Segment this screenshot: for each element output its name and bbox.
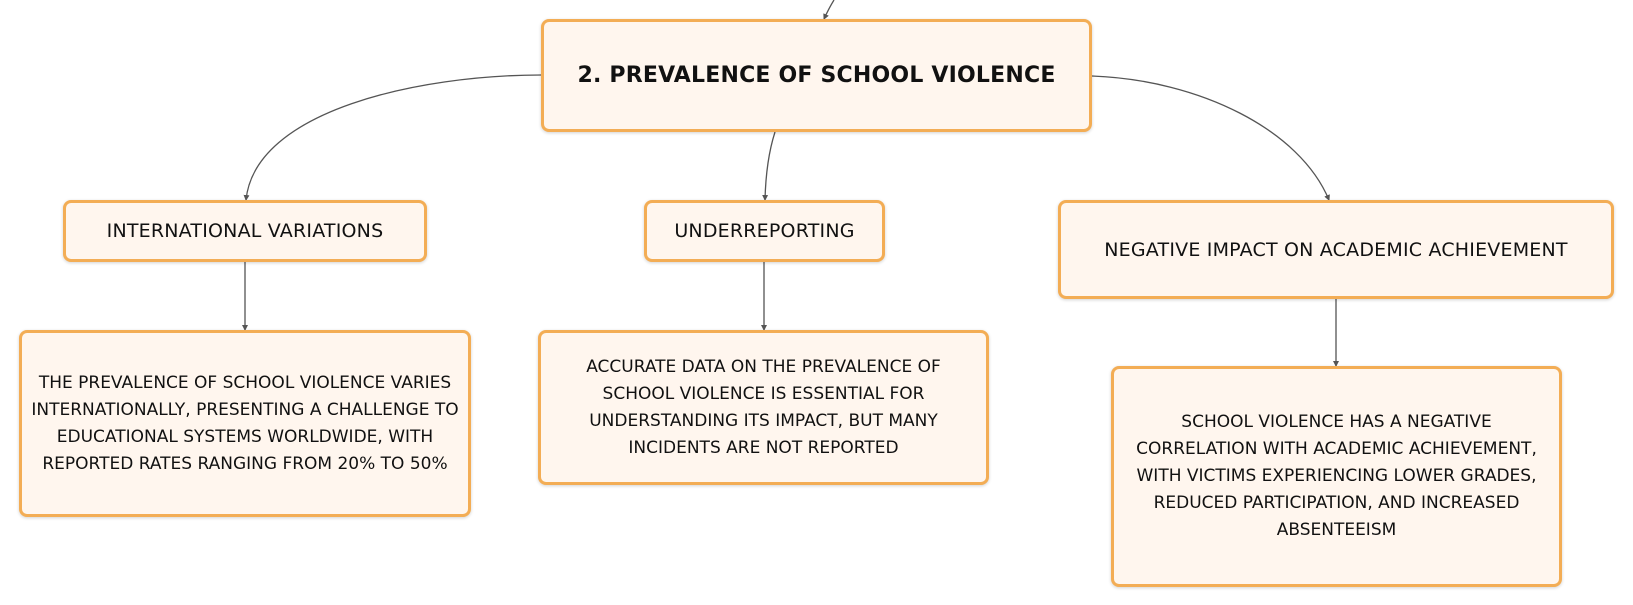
- topic-label-international-variations: INTERNATIONAL VARIATIONS: [106, 220, 384, 242]
- topic-node-international-variations[interactable]: [63, 200, 427, 262]
- root-node-title: 2. PREVALENCE OF SCHOOL VIOLENCE: [577, 63, 1056, 88]
- topic-node-negative-impact[interactable]: [1058, 200, 1614, 299]
- connector-root-to-underreporting: [765, 132, 775, 200]
- topic-label-underreporting: UNDERREPORTING: [674, 220, 855, 242]
- topic-node-underreporting[interactable]: [644, 200, 885, 262]
- detail-text-international-variations: THE PREVALENCE OF SCHOOL VIOLENCE VARIES INTERNATIONALLY, PRESENTING A CHALLENGE TO EDUCATIONAL SYSTEMS WORLDWIDE, WITH REPORTED RATES RANGING FROM 20% TO 50%: [31, 372, 459, 474]
- topic-label-negative-impact: NEGATIVE IMPACT ON ACADEMIC ACHIEVEMENT: [1104, 238, 1568, 261]
- detail-node-negative-impact[interactable]: [1111, 366, 1562, 587]
- detail-node-underreporting[interactable]: [538, 330, 989, 485]
- connector-root-to-negative-impact: [1092, 76, 1329, 200]
- root-node[interactable]: [541, 19, 1092, 132]
- connector-parent-to-root: [824, 0, 834, 19]
- detail-text-underreporting: ACCURATE DATA ON THE PREVALENCE OF SCHOOL VIOLENCE IS ESSENTIAL FOR UNDERSTANDING ITS IMPACT, BUT MANY INCIDENTS ARE NOT REPORTED: [586, 356, 941, 458]
- connector-root-to-international-variations: [246, 75, 541, 200]
- detail-text-negative-impact: SCHOOL VIOLENCE HAS A NEGATIVE CORRELATION WITH ACADEMIC ACHIEVEMENT, WITH VICTIMS EXPERIENCING LOWER GRADES, REDUCED PARTICIPATION, AND INCREASED ABSENTEEISM: [1136, 412, 1537, 540]
- detail-node-international-variations[interactable]: [19, 330, 471, 517]
